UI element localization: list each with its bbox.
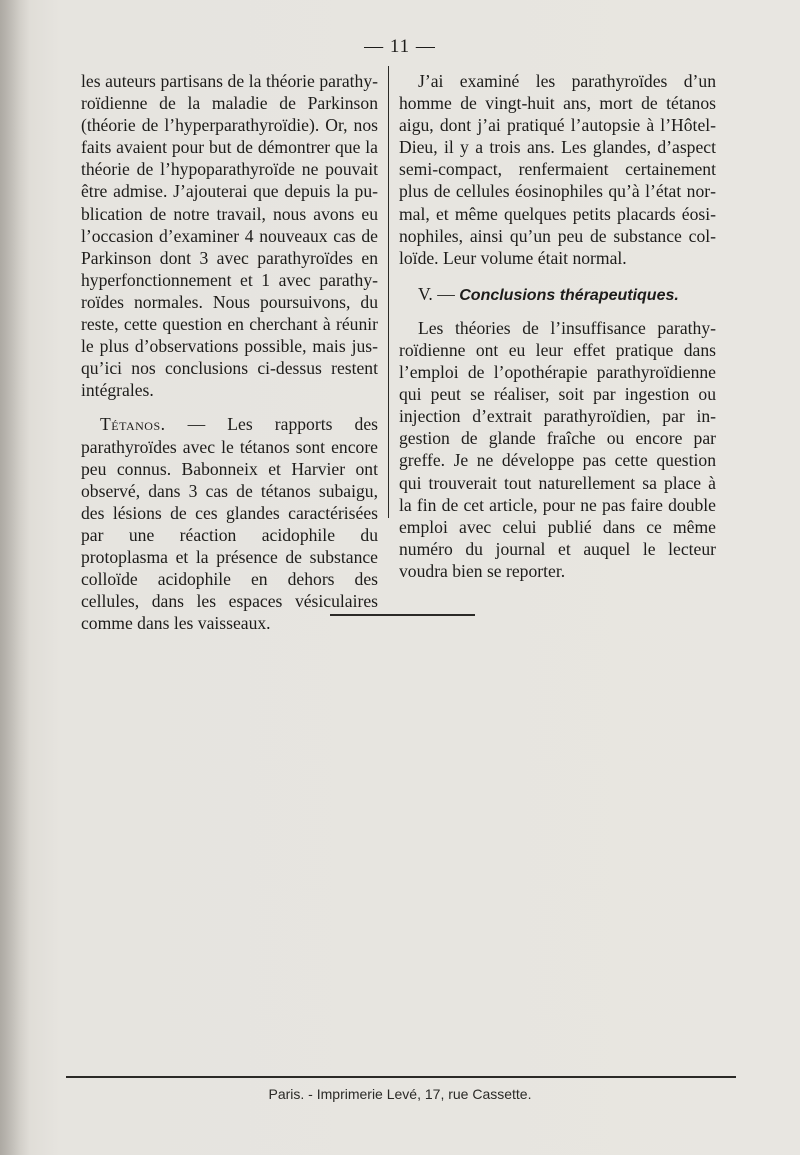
column-divider — [388, 66, 389, 518]
left-column — [81, 70, 378, 634]
section-heading-number: V. — — [418, 283, 455, 304]
footer-rule — [66, 1076, 736, 1078]
end-of-article-rule — [330, 614, 475, 616]
right-paragraph-autopsy: J’ai examiné les parathyroïdes d’un homme de vingt-huit ans, mort de tétanos aigu, dont j’ai pratiqué l’autopsie à l’Hôtel-Dieu, il y a trois ans. Les glandes, d’aspect semi-compact, renfermaient certainement plus de cellules éosinophiles qu’à l’état normal, et même quelques petits placards éosinophiles, ainsi qu’un peu de substance colloïde. Leur volume était normal. — [399, 71, 716, 268]
left-paragraph-parkinson: les auteurs partisans de la théorie parathyroïdienne de la maladie de Parkinson (théorie de l’hyperparathyroïdie). Or, nos faits avaient pour but de démontrer que la théorie de l’hypoparathyroïde ne pouvait être admise. J’ajouterai que depuis la publication de notre travail, nous avons eu l’occasion d’examiner 4 nouveaux cas de Parkinson dont 3 avec parathyroïdes en hyperfonctionnement et 1 avec parathyroïdes normales. Nous poursuivons, du reste, cette question en cherchant à réunir le plus d’observations possible, mais jusqu’ici nos conclusions ci-dessus restent intégrales. — [81, 71, 378, 401]
printer-imprint: Paris. - Imprimerie Levé, 17, rue Cassette. — [268, 1086, 532, 1102]
section-heading-title: Conclusions thérapeutiques. — [459, 286, 679, 304]
right-column — [399, 70, 716, 582]
tetanos-paragraph-body: — Les rapports des parathyroïdes avec le tétanos sont encore peu connus. Babonneix et Harvier ont observé, dans 3 cas de tétanos subaigu, des lésions de ces glandes caractérisées par une réaction acidophile du protoplasma et la présence de substance colloïde acidophile en dehors des cellules, dans les espaces vésiculaires comme dans les vaisseaux. — [81, 414, 378, 634]
page-number: — 11 — — [364, 36, 436, 57]
tetanos-lead-word: Tétanos. — [100, 414, 166, 435]
right-paragraph-conclusions: Les théories de l’insuffisance parathyroïdienne ont eu leur effet pratique dans l’emploi de l’opothérapie parathyroïdienne qui peut se réaliser, soit par ingestion ou injection d’extrait parathyroïdien, par ingestion de glande fraîche ou encore par greffe. Je ne développe pas cette question qui trouverait tout naturellement sa place à la fin de cet article, pour ne pas faire double emploi avec celui publié dans ce même numéro du journal et auquel le lecteur voudra bien se reporter. — [399, 317, 716, 581]
left-paragraph-tetanos — [81, 413, 378, 634]
section-heading-conclusions — [399, 283, 716, 307]
page-edge-shadow — [0, 0, 30, 1155]
